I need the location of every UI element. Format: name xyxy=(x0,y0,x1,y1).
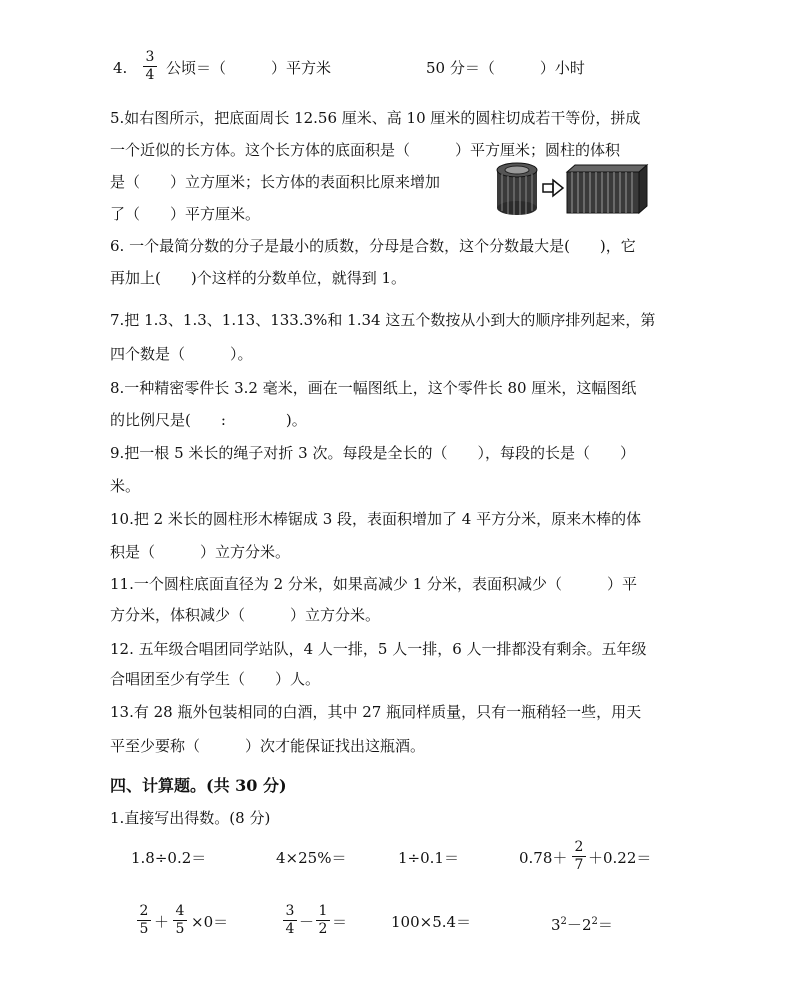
q11-line-2: 方分米，体积减少（ ）立方分米。 xyxy=(110,606,381,624)
q13-line-1: 13.有 28 瓶外包装相同的白酒，其中 27 瓶同样质量，只有一瓶稍轻一些，用天 xyxy=(110,703,642,721)
fraction-denominator: 5 xyxy=(175,921,185,937)
fraction-numerator: 1 xyxy=(318,903,328,919)
calc-expr-8-base-1: 3 xyxy=(551,916,561,934)
calc-expr-6-eq: ＝ xyxy=(332,913,348,931)
q12-line-2: 合唱团至少有学生（ ）人。 xyxy=(110,670,321,688)
calc-expr-8-minus: － xyxy=(566,916,582,934)
fraction-denominator: 5 xyxy=(139,921,149,937)
cylinder-shape xyxy=(497,163,537,215)
calc-expr-4-a: 0.78＋ xyxy=(519,849,568,867)
q4-part-b: 50 分＝（ ）小时 xyxy=(426,59,585,77)
arrow-icon xyxy=(543,180,563,196)
q4-number: 4. xyxy=(113,59,128,77)
fraction-denominator: 4 xyxy=(145,67,155,83)
fraction-numerator: 2 xyxy=(139,903,149,919)
calc-expr-8-exponent-2: 2 xyxy=(591,916,598,927)
q5-line-2: 一个近似的长方体。这个长方体的底面积是（ ）平方厘米；圆柱的体积 xyxy=(110,141,621,159)
q10-line-2: 积是（ ）立方分米。 xyxy=(110,543,291,561)
q5-line-1: 5.如右图所示，把底面周长 12.56 厘米、高 10 厘米的圆柱切成若干等份，拼成 xyxy=(110,109,641,127)
calc-expr-6-minus: － xyxy=(299,913,315,931)
q5-line-3: 是（ ）立方厘米；长方体的表面积比原来增加 xyxy=(110,173,441,191)
q4-part-a: 公顷＝（ ）平方米 xyxy=(166,59,332,77)
q9-line-1: 9.把一根 5 米长的绳子对折 3 次。每段是全长的（ ），每段的长是（ ） xyxy=(110,444,635,462)
q7-line-1: 7.把 1.3、1.3、1.13、133.3%和 1.34 这五个数按从小到大的顺序排列起来，第 xyxy=(110,311,656,329)
q13-line-2: 平至少要称（ ）次才能保证找出这瓶酒。 xyxy=(110,737,426,755)
calc-expr-5-fraction-1 xyxy=(137,904,151,937)
calc-expr-6-fraction-1 xyxy=(283,904,297,937)
calc-expr-5-fraction-2 xyxy=(173,904,187,937)
q12-line-1: 12. 五年级合唱团同学站队，4 人一排，5 人一排，6 人一排都没有剩余。五年级 xyxy=(110,640,647,658)
calc-expr-8-exponent-1: 2 xyxy=(560,916,567,927)
calc-expr-5-rest: ×0＝ xyxy=(191,913,229,931)
fraction-numerator: 4 xyxy=(175,903,185,919)
calc-expr-8 xyxy=(551,912,613,935)
cuboid-shape xyxy=(567,165,647,213)
q5-line-4: 了（ ）平方厘米。 xyxy=(110,205,261,223)
calc-subtitle: 1.直接写出得数。(8 分) xyxy=(110,809,271,827)
q6-line-1: 6. 一个最简分数的分子是最小的质数，分母是合数，这个分数最大是( )，它 xyxy=(110,237,636,255)
q9-line-2: 米。 xyxy=(110,477,141,495)
fraction-numerator: 2 xyxy=(574,839,584,855)
calc-expr-3: 1÷0.1＝ xyxy=(398,849,459,867)
fraction-denominator: 2 xyxy=(318,921,328,937)
q8-line-2: 的比例尺是( : )。 xyxy=(110,411,307,429)
q4-fraction xyxy=(143,50,157,83)
q10-line-1: 10.把 2 米长的圆柱形木棒锯成 3 段，表面积增加了 4 平方分米，原来木棒的体 xyxy=(110,510,642,528)
fraction-numerator: 3 xyxy=(145,49,155,65)
calc-expr-6-fraction-2 xyxy=(316,904,330,937)
calc-expr-5-plus: ＋ xyxy=(154,913,170,931)
calc-expr-7: 100×5.4＝ xyxy=(391,913,472,931)
calc-expr-2: 4×25%＝ xyxy=(276,849,347,867)
calc-expr-4-b: ＋0.22＝ xyxy=(588,849,652,867)
calc-expr-8-eq: ＝ xyxy=(597,916,613,934)
calc-expr-1: 1.8÷0.2＝ xyxy=(131,849,207,867)
fraction-numerator: 3 xyxy=(285,903,295,919)
calc-expr-4-fraction xyxy=(572,840,586,873)
q7-line-2: 四个数是（ ）。 xyxy=(110,345,253,363)
q11-line-1: 11.一个圆柱底面直径为 2 分米，如果高减少 1 分米，表面积减少（ ）平 xyxy=(110,575,638,593)
fraction-denominator: 4 xyxy=(285,921,295,937)
q6-line-2: 再加上( )个这样的分数单位，就得到 1。 xyxy=(110,269,407,287)
section-4-heading: 四、计算题。(共 30 分) xyxy=(110,776,287,795)
fraction-denominator: 7 xyxy=(574,857,584,873)
calc-expr-8-base-2: 2 xyxy=(581,916,592,934)
q8-line-1: 8.一种精密零件长 3.2 毫米，画在一幅图纸上，这个零件长 80 厘米，这幅图纸 xyxy=(110,379,637,397)
cylinder-to-cuboid-figure xyxy=(493,160,651,220)
